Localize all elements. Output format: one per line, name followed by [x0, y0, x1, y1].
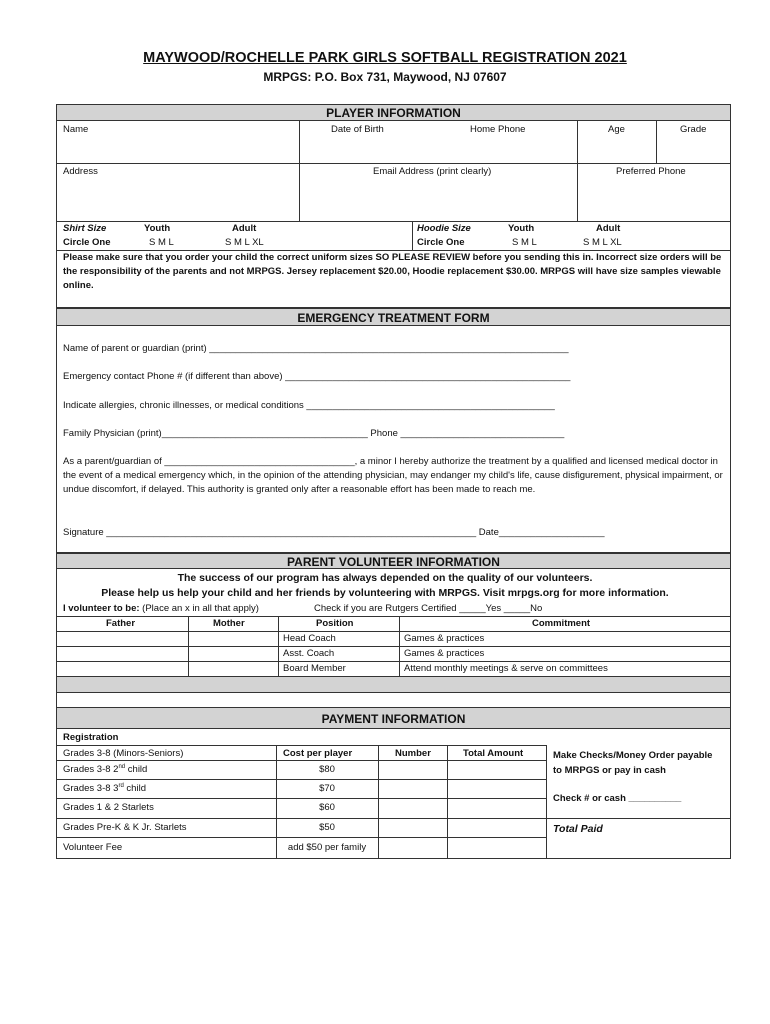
hoodie-adult-sizes[interactable]: S M L XL [583, 237, 622, 248]
email-label: Email Address (print clearly) [373, 166, 492, 177]
fee-row-number-field[interactable] [379, 761, 446, 778]
home-phone-label: Home Phone [470, 124, 526, 135]
address-field[interactable] [57, 164, 298, 220]
signature-line[interactable]: Signature ______________________________________________________________________ Date____________________ [63, 527, 605, 538]
make-checks-line2: to MRPGS or pay in cash [553, 765, 666, 776]
volunteer-instruction [63, 603, 259, 614]
allergies-line[interactable]: Indicate allergies, chronic illnesses, or medical conditions _______________________________________________ [63, 400, 555, 411]
registration-label: Registration [63, 732, 119, 743]
father-check-board-member[interactable] [57, 662, 187, 675]
father-check-asst-coach[interactable] [57, 647, 187, 660]
dob-label: Date of Birth [331, 124, 384, 135]
fee-row-label: Volunteer Fee [63, 842, 123, 853]
fee-row-total-field[interactable] [448, 761, 545, 778]
mother-check-head-coach[interactable] [189, 632, 277, 645]
col-position: Position [316, 618, 354, 629]
dob-field[interactable] [300, 122, 420, 162]
email-field[interactable] [300, 164, 576, 220]
fee-row-number-field[interactable] [379, 799, 446, 817]
fee-row-label: Grades 3-8 3rd child [63, 783, 146, 795]
fee-row-label: Grades Pre-K & K Jr. Starlets [63, 822, 187, 833]
grades-header: Grades 3-8 (Minors-Seniors) [63, 748, 184, 759]
fee-row-cost: $80 [319, 764, 335, 775]
shirt-size-label: Shirt Size [63, 223, 107, 234]
col-father: Father [106, 618, 136, 629]
size-note: Please make sure that you order your child the correct uniform sizes SO PLEASE REVIEW before you sending this in. Incorrect size orders will be the responsibility of the parents and not MRPGS. Jersey replacement $20.00, Hoodie replacement $30.00. MRPGS will have size samples viewable online. [63, 252, 722, 291]
grade-label: Grade [680, 124, 707, 135]
name-label: Name [63, 124, 89, 135]
hoodie-size-label: Hoodie Size [417, 223, 471, 234]
commitment-head-coach: Games & practices [404, 633, 485, 644]
fee-row-cost: add $50 per family [287, 842, 367, 853]
grade-field[interactable] [657, 122, 730, 162]
fee-row-total-field[interactable] [448, 819, 545, 836]
number-header: Number [395, 748, 431, 759]
fee-row-cost: $70 [319, 783, 335, 794]
mother-check-asst-coach[interactable] [189, 647, 277, 660]
shirt-adult-label: Adult [232, 223, 257, 234]
commitment-asst-coach: Games & practices [404, 648, 485, 659]
emergency-contact-line[interactable]: Emergency contact Phone # (if different than above) ______________________________________________________ [63, 371, 571, 382]
physician-line[interactable]: Family Physician (print)_______________________________________ Phone _______________________________ [63, 428, 565, 439]
hoodie-youth-sizes[interactable]: S M L [512, 237, 537, 248]
name-field[interactable] [57, 122, 298, 162]
parent-name-line[interactable]: Name of parent or guardian (print) ____________________________________________________________________ [63, 343, 569, 354]
volunteer-intro-1: The success of our program has always depended on the quality of our volunteers. [177, 572, 593, 584]
fee-row-cost: $50 [319, 822, 335, 833]
father-check-head-coach[interactable] [57, 632, 187, 645]
hoodie-adult-label: Adult [596, 223, 621, 234]
position-asst-coach: Asst. Coach [283, 648, 335, 659]
volunteer-divider-bar [56, 676, 731, 693]
fee-row-number-field[interactable] [379, 819, 446, 836]
shirt-adult-sizes[interactable]: S M L XL [225, 237, 264, 248]
fee-row-total-field[interactable] [448, 838, 545, 858]
fee-row-total-field[interactable] [448, 780, 545, 797]
commitment-board-member: Attend monthly meetings & serve on committees [404, 663, 608, 674]
volunteer-header: PARENT VOLUNTEER INFORMATION [56, 553, 731, 569]
position-head-coach: Head Coach [283, 633, 336, 644]
volunteer-to-be-bold: I volunteer to be: [63, 603, 140, 614]
hoodie-circle-one: Circle One [417, 237, 465, 248]
total-header: Total Amount [463, 748, 524, 759]
cost-header: Cost per player [283, 748, 353, 759]
hoodie-youth-label: Youth [508, 223, 535, 234]
volunteer-to-be-rest: (Place an x in all that apply) [139, 603, 259, 614]
check-number-field[interactable]: Check # or cash __________ [553, 793, 682, 804]
payment-header: PAYMENT INFORMATION [56, 707, 731, 729]
home-phone-field[interactable] [420, 122, 576, 162]
fee-row-label: Grades 3-8 2nd child [63, 764, 148, 776]
shirt-circle-one: Circle One [63, 237, 111, 248]
fee-row-number-field[interactable] [379, 780, 446, 797]
player-info-header: PLAYER INFORMATION [56, 104, 731, 121]
position-board-member: Board Member [283, 663, 346, 674]
fee-row-total-field[interactable] [448, 799, 545, 817]
volunteer-intro-2: Please help us help your child and her friends by volunteering with MRPGS. Visit mrpgs.org for more information. [101, 587, 669, 599]
rutgers-certified[interactable]: Check if you are Rutgers Certified _____Yes _____No [314, 603, 543, 614]
mailing-address: MRPGS: P.O. Box 731, Maywood, NJ 07607 [263, 70, 507, 84]
fee-row-number-field[interactable] [379, 838, 446, 858]
make-checks-line1: Make Checks/Money Order payable [553, 750, 713, 761]
age-field[interactable] [578, 122, 655, 162]
form-title: MAYWOOD/ROCHELLE PARK GIRLS SOFTBALL REGISTRATION 2021 [143, 50, 627, 66]
col-commitment: Commitment [532, 618, 591, 629]
total-paid-label: Total Paid [553, 823, 603, 835]
emergency-header: EMERGENCY TREATMENT FORM [56, 308, 731, 326]
fee-row-label: Grades 1 & 2 Starlets [63, 802, 154, 813]
preferred-phone-field[interactable] [578, 164, 730, 220]
total-paid-field[interactable] [547, 836, 730, 858]
fee-row-cost: $60 [319, 802, 335, 813]
col-mother: Mother [213, 618, 245, 629]
preferred-phone-label: Preferred Phone [616, 166, 686, 177]
address-label: Address [63, 166, 98, 177]
age-label: Age [608, 124, 625, 135]
shirt-youth-sizes[interactable]: S M L [149, 237, 174, 248]
consent-paragraph: As a parent/guardian of ____________________________________, a minor I hereby authorize the treatment by a qualified and licensed medical doctor in the event of a medical emergency which, in the opinion of the attending physician, may endanger my child's life, cause disfigurement, physical impairment, or undue discomfort, if delayed. This authority is granted only after a reasonable effort has been made to reach me. [63, 456, 723, 495]
mother-check-board-member[interactable] [189, 662, 277, 675]
shirt-youth-label: Youth [144, 223, 171, 234]
